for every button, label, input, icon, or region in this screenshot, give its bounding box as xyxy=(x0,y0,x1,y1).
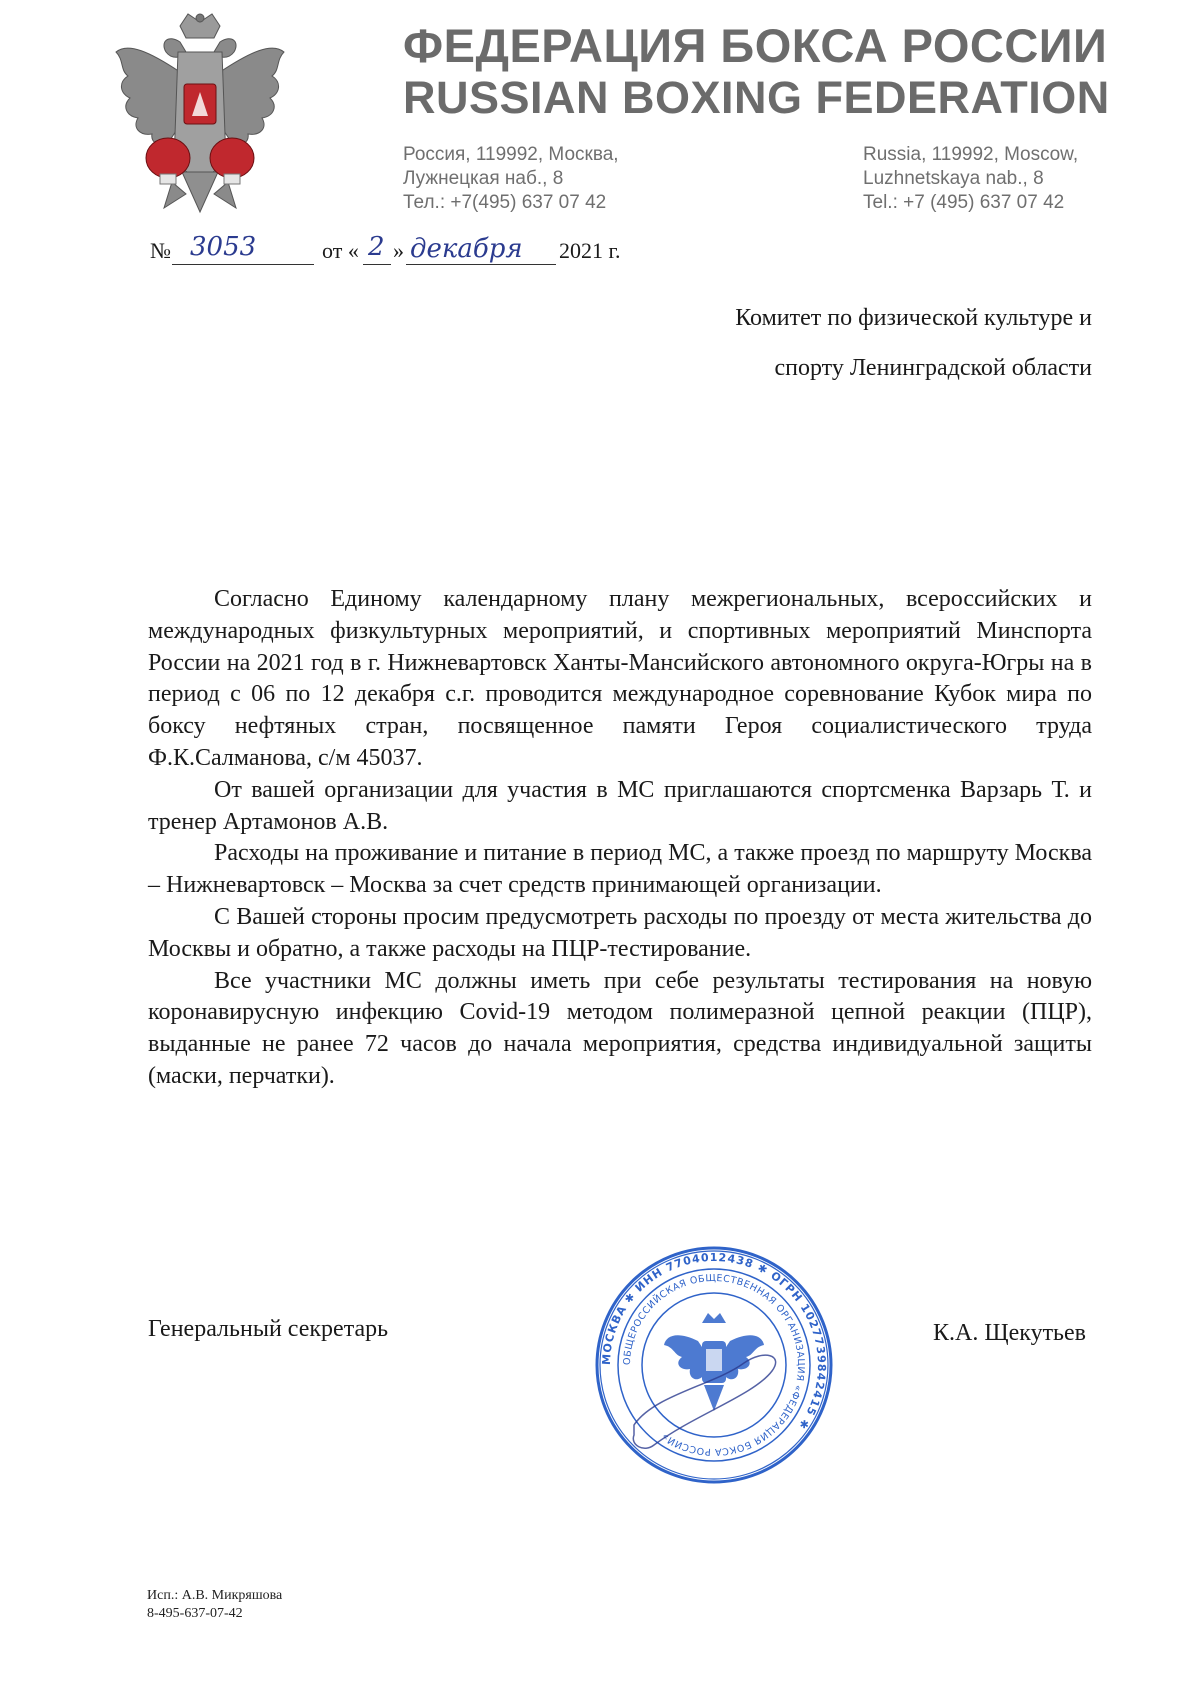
stamp-inner-text: ОБЩЕРОССИЙСКАЯ ОБЩЕСТВЕННАЯ ОРГАНИЗАЦИЯ «ФЕДЕРАЦИЯ БОКСА РОССИИ» xyxy=(621,1272,807,1458)
org-name-en: RUSSIAN BOXING FEDERATION xyxy=(403,72,1110,123)
from-label: от « xyxy=(322,238,359,263)
stamp-outer-text: МОСКВА ✱ ИНН 7704012438 ✱ ОГРН 1027739842415 ✱ xyxy=(599,1250,829,1433)
body-paragraph: Согласно Единому календарному плану межрегиональных, всероссийских и международных физкультурных мероприятий, и спортивных мероприятий Минспорта России на 2021 год в г. Нижневартовск Ханты-Мансийского автономного округа-Югры на в период с 06 по 12 декабря с.г. проводится международное соревнование Кубок мира по боксу нефтяных стран, посвященное памяти Героя социалистического труда Ф.К.Салманова, с/м 45037. xyxy=(148,586,1092,771)
executor-phone: 8-495-637-07-42 xyxy=(147,1606,243,1621)
official-seal-stamp xyxy=(594,1245,834,1485)
number-underline xyxy=(172,264,314,265)
address-ru xyxy=(403,143,619,215)
signatory-position: Генеральный секретарь xyxy=(148,1316,389,1342)
registration-number: 3053 xyxy=(190,232,257,262)
letter-body xyxy=(148,584,1092,1093)
address-ru-line: Лужнецкая наб., 8 xyxy=(403,168,564,189)
body-paragraph: Расходы на проживание и питание в период МС, а также проезд по маршруту Москва – Нижневартовск – Москва за счет средств принимающей организации. xyxy=(148,840,1092,899)
address-ru-line: Россия, 119992, Москва, xyxy=(403,144,619,165)
body-paragraph: Все участники МС должны иметь при себе результаты тестирования на новую коронавирусную инфекцию Covid-19 методом полимеразной цепной реакции (ПЦР), выданные не ранее 72 часов до начала мероприятия, средства индивидуальной защиты (маски, перчатки). xyxy=(148,967,1092,1089)
address-en xyxy=(863,143,1078,215)
addressee-block xyxy=(735,293,1092,393)
registration-month: декабря xyxy=(410,234,523,264)
addressee-line: Комитет по физической культуре и xyxy=(735,305,1092,331)
body-paragraph: С Вашей стороны просим предусмотреть расходы по проезду от места жительства до Москвы и обратно, а также расходы на ПЦР-тестирование. xyxy=(148,903,1092,962)
address-en-line: Tel.: +7 (495) 637 07 42 xyxy=(863,192,1065,213)
registration-day: 2 xyxy=(368,232,385,262)
executor-block xyxy=(147,1587,282,1623)
address-en-line: Luzhnetskaya nab., 8 xyxy=(863,168,1044,189)
executor-name: Исп.: А.В. Микряшова xyxy=(147,1588,283,1603)
address-ru-line: Тел.: +7(495) 637 07 42 xyxy=(403,192,607,213)
body-paragraph: От вашей организации для участия в МС приглашаются спортсменка Варзарь Т. и тренер Артамонов А.В. xyxy=(148,776,1092,835)
federation-emblem-icon xyxy=(110,12,290,222)
month-underline xyxy=(406,264,556,265)
org-name-ru: ФЕДЕРАЦИЯ БОКСА РОССИИ xyxy=(403,19,1108,72)
number-label: № xyxy=(150,238,171,263)
signatory-name: К.А. Щекутьев xyxy=(933,1320,1086,1346)
quote-close-label: » xyxy=(393,238,404,263)
day-underline xyxy=(363,264,391,265)
year-label: 2021 г. xyxy=(559,238,621,263)
address-en-line: Russia, 119992, Moscow, xyxy=(863,144,1079,165)
addressee-line: спорту Ленинградской области xyxy=(774,355,1092,381)
